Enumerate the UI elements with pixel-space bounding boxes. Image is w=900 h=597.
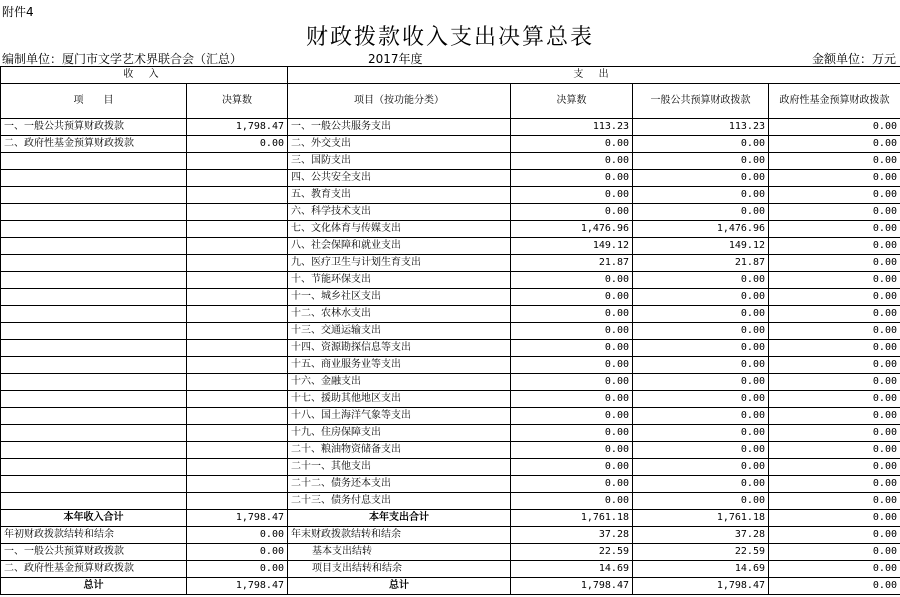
currency-label: 金额单位：万元 [811, 52, 896, 66]
income-item [1, 374, 187, 391]
fund-amount: 0.00 [769, 476, 900, 493]
income-amount [187, 425, 288, 442]
fund-amount: 0.00 [769, 272, 900, 289]
general-amount: 0.00 [633, 340, 769, 357]
general-amount: 113.23 [633, 119, 769, 136]
income-amount [187, 187, 288, 204]
expense-item: 十八、国土海洋气象等支出 [288, 408, 511, 425]
header-row [1, 84, 900, 119]
expense-section: 支 出 [288, 67, 900, 84]
expense-item: 年末财政拨款结转和结余 [288, 527, 511, 544]
table-row [1, 425, 900, 442]
expense-item: 总计 [288, 578, 511, 595]
general-amount: 0.00 [633, 493, 769, 510]
expense-item: 十四、资源勘探信息等支出 [288, 340, 511, 357]
general-amount: 14.69 [633, 561, 769, 578]
table-row [1, 374, 900, 391]
income-item [1, 170, 187, 187]
fund-amount: 0.00 [769, 442, 900, 459]
grand-total-row [1, 578, 900, 595]
income-item [1, 425, 187, 442]
income-item [1, 272, 187, 289]
general-amount: 21.87 [633, 255, 769, 272]
report-table [0, 66, 900, 595]
income-amount [187, 238, 288, 255]
income-item [1, 238, 187, 255]
fund-amount: 0.00 [769, 357, 900, 374]
table-row [1, 357, 900, 374]
income-amount: 1,798.47 [187, 119, 288, 136]
expense-amount: 0.00 [511, 323, 633, 340]
expense-item: 十五、商业服务业等支出 [288, 357, 511, 374]
income-amount: 0.00 [187, 544, 288, 561]
income-item [1, 340, 187, 357]
expense-amount: 1,476.96 [511, 221, 633, 238]
general-amount: 0.00 [633, 136, 769, 153]
income-section: 收 入 [1, 67, 288, 84]
income-amount [187, 476, 288, 493]
general-amount: 149.12 [633, 238, 769, 255]
income-item: 二、政府性基金预算财政拨款 [1, 136, 187, 153]
general-amount: 0.00 [633, 408, 769, 425]
fund-amount: 0.00 [769, 510, 900, 527]
income-amount [187, 323, 288, 340]
fund-amount: 0.00 [769, 408, 900, 425]
fund-amount: 0.00 [769, 187, 900, 204]
expense-amount: 0.00 [511, 289, 633, 306]
fund-amount: 0.00 [769, 544, 900, 561]
general-amount: 0.00 [633, 391, 769, 408]
general-amount: 0.00 [633, 289, 769, 306]
table-row [1, 476, 900, 493]
income-amount [187, 374, 288, 391]
income-item [1, 391, 187, 408]
expense-item: 十三、交通运输支出 [288, 323, 511, 340]
general-amount: 0.00 [633, 476, 769, 493]
carry-row [1, 527, 900, 544]
fund-amount: 0.00 [769, 493, 900, 510]
income-item [1, 408, 187, 425]
income-amount: 1,798.47 [187, 510, 288, 527]
general-amount: 22.59 [633, 544, 769, 561]
general-amount: 0.00 [633, 153, 769, 170]
income-item: 总计 [1, 578, 187, 595]
income-amount [187, 306, 288, 323]
expense-amount: 0.00 [511, 153, 633, 170]
expense-item: 三、国防支出 [288, 153, 511, 170]
table-row [1, 221, 900, 238]
table-row [1, 170, 900, 187]
table-row [1, 340, 900, 357]
expense-item: 八、社会保障和就业支出 [288, 238, 511, 255]
table-row [1, 306, 900, 323]
attachment-label: 附件4 [2, 5, 34, 19]
income-amount [187, 459, 288, 476]
fund-amount: 0.00 [769, 306, 900, 323]
fund-amount: 0.00 [769, 170, 900, 187]
income-amount [187, 391, 288, 408]
general-amount: 1,761.18 [633, 510, 769, 527]
expense-item: 本年支出合计 [288, 510, 511, 527]
fund-amount: 0.00 [769, 374, 900, 391]
income-item [1, 204, 187, 221]
expense-item: 十六、金融支出 [288, 374, 511, 391]
expense-amount: 0.00 [511, 170, 633, 187]
expense-item: 项目支出结转和结余 [288, 561, 511, 578]
expense-item: 十七、援助其他地区支出 [288, 391, 511, 408]
general-amount: 0.00 [633, 323, 769, 340]
expense-amount: 0.00 [511, 204, 633, 221]
expense-amount: 21.87 [511, 255, 633, 272]
expense-amount: 37.28 [511, 527, 633, 544]
table-row [1, 136, 900, 153]
income-amount: 0.00 [187, 527, 288, 544]
income-amount [187, 357, 288, 374]
fund-amount: 0.00 [769, 119, 900, 136]
fund-amount: 0.00 [769, 238, 900, 255]
expense-amount: 0.00 [511, 493, 633, 510]
page-title: 财政拨款收入支出决算总表 [305, 25, 594, 50]
income-amount [187, 170, 288, 187]
expense-amount: 0.00 [511, 408, 633, 425]
income-item [1, 459, 187, 476]
year-label: 2017年度 [368, 52, 423, 66]
income-amount [187, 272, 288, 289]
expense-amount: 22.59 [511, 544, 633, 561]
fund-amount: 0.00 [769, 340, 900, 357]
expense-item: 基本支出结转 [288, 544, 511, 561]
table-row [1, 442, 900, 459]
expense-amount: 113.23 [511, 119, 633, 136]
income-amount [187, 340, 288, 357]
income-item: 一、一般公共预算财政拨款 [1, 544, 187, 561]
expense-amount: 0.00 [511, 357, 633, 374]
general-amount: 0.00 [633, 272, 769, 289]
table-row [1, 391, 900, 408]
general-amount: 0.00 [633, 306, 769, 323]
col-header-exp-amount: 决算数 [511, 84, 633, 119]
expense-amount: 1,761.18 [511, 510, 633, 527]
expense-item: 二十二、债务还本支出 [288, 476, 511, 493]
income-amount [187, 153, 288, 170]
expense-item: 七、文化体育与传媒支出 [288, 221, 511, 238]
expense-item: 二十、粮油物资储备支出 [288, 442, 511, 459]
table-row [1, 238, 900, 255]
income-amount: 1,798.47 [187, 578, 288, 595]
income-amount [187, 289, 288, 306]
income-item [1, 153, 187, 170]
col-header-amount: 决算数 [187, 84, 288, 119]
income-amount [187, 442, 288, 459]
income-amount [187, 255, 288, 272]
general-amount: 0.00 [633, 442, 769, 459]
general-amount: 0.00 [633, 357, 769, 374]
fund-amount: 0.00 [769, 527, 900, 544]
expense-item: 二十一、其他支出 [288, 459, 511, 476]
col-header-fund: 政府性基金预算财政拨款 [769, 84, 900, 119]
income-item [1, 323, 187, 340]
income-item [1, 289, 187, 306]
carry-row [1, 561, 900, 578]
table-row [1, 493, 900, 510]
table-row [1, 153, 900, 170]
income-amount [187, 204, 288, 221]
income-item [1, 221, 187, 238]
income-item [1, 476, 187, 493]
expense-item: 一、一般公共服务支出 [288, 119, 511, 136]
expense-item: 五、教育支出 [288, 187, 511, 204]
fund-amount: 0.00 [769, 425, 900, 442]
income-item [1, 357, 187, 374]
expense-item: 九、医疗卫生与计划生育支出 [288, 255, 511, 272]
expense-item: 十、节能环保支出 [288, 272, 511, 289]
table-row [1, 119, 900, 136]
income-amount [187, 493, 288, 510]
fund-amount: 0.00 [769, 136, 900, 153]
fund-amount: 0.00 [769, 255, 900, 272]
fund-amount: 0.00 [769, 153, 900, 170]
general-amount: 37.28 [633, 527, 769, 544]
income-item [1, 306, 187, 323]
expense-item: 二十三、债务付息支出 [288, 493, 511, 510]
table-row [1, 272, 900, 289]
income-item: 二、政府性基金预算财政拨款 [1, 561, 187, 578]
expense-amount: 0.00 [511, 442, 633, 459]
fund-amount: 0.00 [769, 204, 900, 221]
expense-item: 十一、城乡社区支出 [288, 289, 511, 306]
general-amount: 0.00 [633, 170, 769, 187]
general-amount: 0.00 [633, 374, 769, 391]
income-item: 年初财政拨款结转和结余 [1, 527, 187, 544]
general-amount: 0.00 [633, 204, 769, 221]
section-row [1, 67, 900, 84]
income-item [1, 442, 187, 459]
col-header-exp-item: 项目（按功能分类） [288, 84, 511, 119]
expense-item: 四、公共安全支出 [288, 170, 511, 187]
income-amount: 0.00 [187, 561, 288, 578]
income-item [1, 255, 187, 272]
income-amount [187, 221, 288, 238]
col-header-general: 一般公共预算财政拨款 [633, 84, 769, 119]
year-total-row [1, 510, 900, 527]
expense-amount: 0.00 [511, 476, 633, 493]
fund-amount: 0.00 [769, 578, 900, 595]
carry-row [1, 544, 900, 561]
income-item [1, 187, 187, 204]
table-row [1, 187, 900, 204]
unit-label: 编制单位：厦门市文学艺术界联合会（汇总） [2, 52, 243, 66]
table-row [1, 408, 900, 425]
general-amount: 0.00 [633, 187, 769, 204]
general-amount: 1,798.47 [633, 578, 769, 595]
fund-amount: 0.00 [769, 391, 900, 408]
table-row [1, 289, 900, 306]
expense-item: 六、科学技术支出 [288, 204, 511, 221]
fund-amount: 0.00 [769, 561, 900, 578]
expense-amount: 0.00 [511, 374, 633, 391]
expense-amount: 0.00 [511, 187, 633, 204]
expense-amount: 1,798.47 [511, 578, 633, 595]
table-row [1, 323, 900, 340]
table-row [1, 255, 900, 272]
general-amount: 0.00 [633, 425, 769, 442]
income-item: 本年收入合计 [1, 510, 187, 527]
fund-amount: 0.00 [769, 459, 900, 476]
fund-amount: 0.00 [769, 323, 900, 340]
expense-amount: 0.00 [511, 340, 633, 357]
general-amount: 1,476.96 [633, 221, 769, 238]
expense-item: 十九、住房保障支出 [288, 425, 511, 442]
expense-item: 十二、农林水支出 [288, 306, 511, 323]
table-row [1, 204, 900, 221]
expense-amount: 14.69 [511, 561, 633, 578]
expense-amount: 0.00 [511, 425, 633, 442]
fund-amount: 0.00 [769, 289, 900, 306]
income-amount: 0.00 [187, 136, 288, 153]
col-header-item: 项 目 [1, 84, 187, 119]
general-amount: 0.00 [633, 459, 769, 476]
expense-amount: 0.00 [511, 136, 633, 153]
table-row [1, 459, 900, 476]
expense-amount: 0.00 [511, 306, 633, 323]
expense-amount: 0.00 [511, 459, 633, 476]
income-amount [187, 408, 288, 425]
fund-amount: 0.00 [769, 221, 900, 238]
expense-item: 二、外交支出 [288, 136, 511, 153]
expense-amount: 149.12 [511, 238, 633, 255]
income-item [1, 493, 187, 510]
income-item: 一、一般公共预算财政拨款 [1, 119, 187, 136]
expense-amount: 0.00 [511, 391, 633, 408]
expense-amount: 0.00 [511, 272, 633, 289]
